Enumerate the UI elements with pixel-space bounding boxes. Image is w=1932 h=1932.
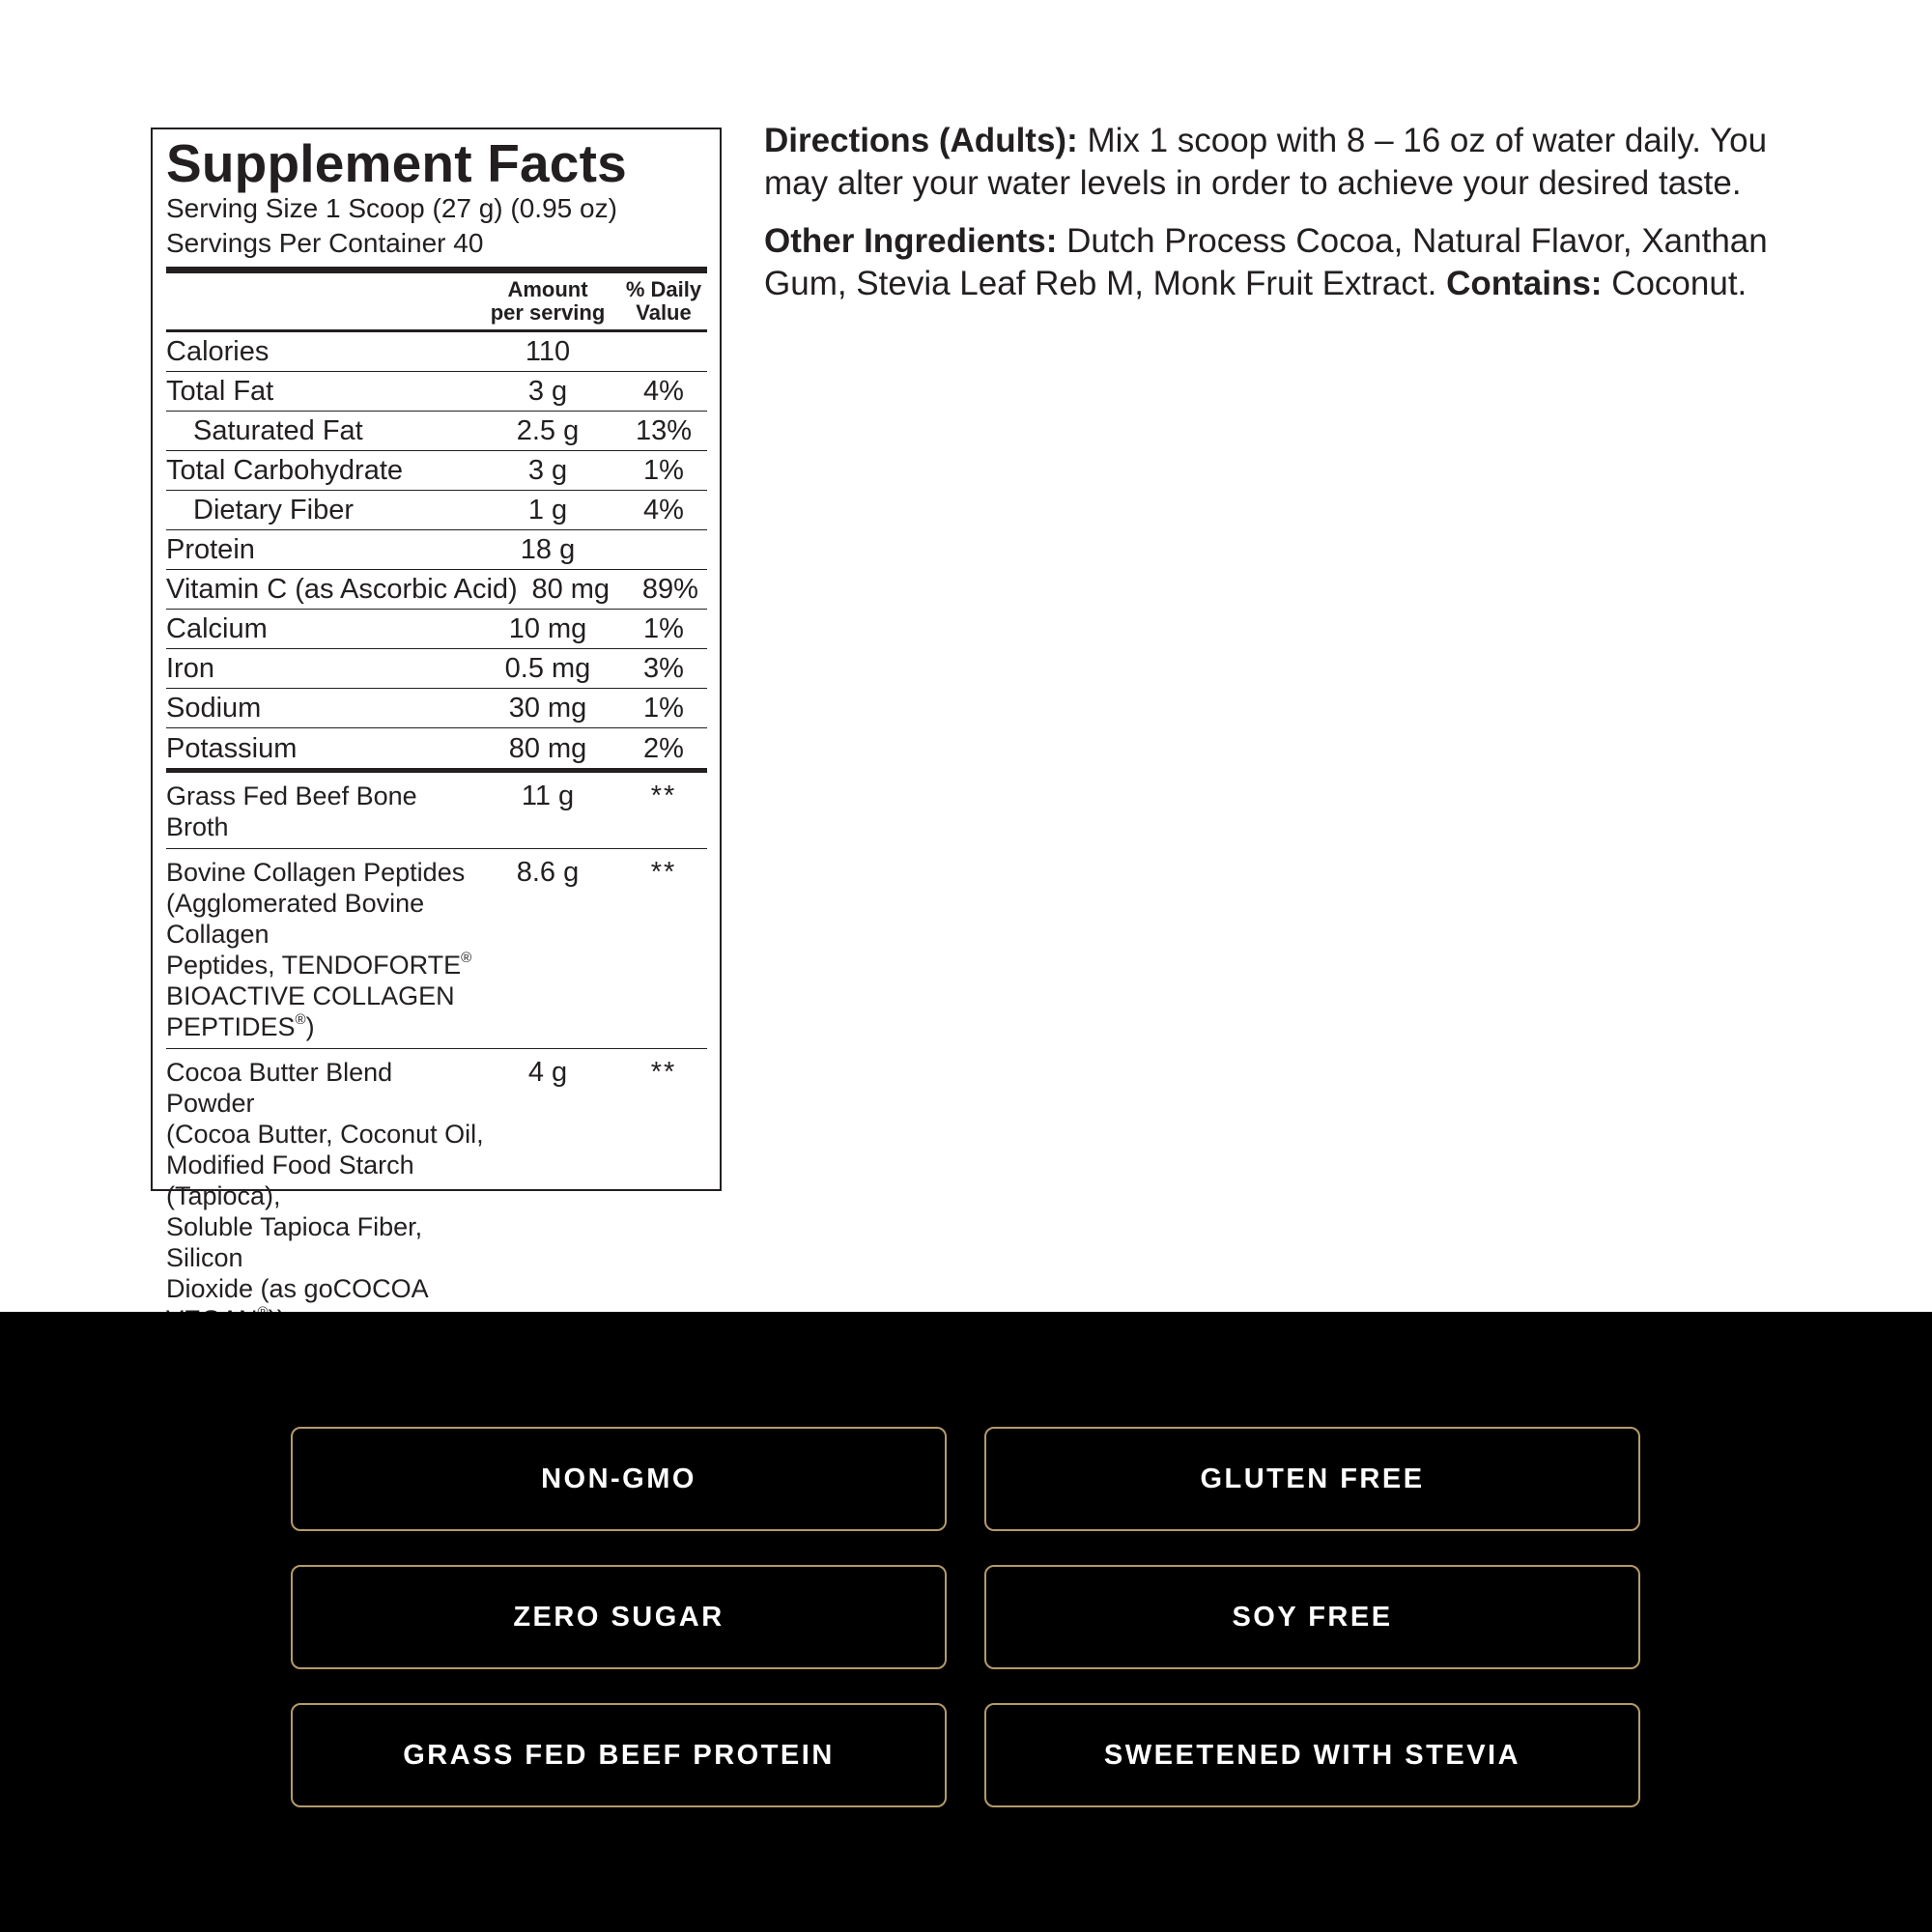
column-headers (166, 273, 707, 329)
facts-title: Supplement Facts (166, 133, 627, 193)
ingredient-row-cocoa-butter-blend: Cocoa Butter Blend Powder (Cocoa Butter, Coconut Oil, Modified Food Starch (Tapioca), Soluble Tapioca Fiber, Silicon Dioxide (as goCOCOA 4 g ** (166, 1049, 707, 1341)
registered-mark: ® (461, 950, 472, 966)
nutrient-row-vitamin-c: Vitamin C (as Ascorbic Acid) 80 mg 89% (166, 570, 707, 610)
ingredient-list (166, 773, 707, 1341)
badge-non-gmo: NON-GMO (291, 1427, 947, 1531)
ingredient-row-bone-broth: Grass Fed Beef Bone Broth 11 g ** (166, 773, 707, 849)
nutrient-row-iron: Iron 0.5 mg 3% (166, 649, 707, 689)
supplement-facts-panel (151, 128, 722, 1303)
other-ingredients-paragraph: Other Ingredients: Dutch Process Cocoa, Natural Flavor, Xanthan Gum, Stevia Leaf Reb M, Monk Fruit Extract. Contains: Coconut. (764, 222, 1768, 302)
nutrient-row-calcium: Calcium 10 mg 1% (166, 610, 707, 649)
badge-gluten-free: GLUTEN FREE (984, 1427, 1640, 1531)
nutrient-row-potassium: Potassium 80 mg 2% (166, 732, 684, 764)
nutrient-list (166, 332, 707, 768)
registered-mark: ® (295, 1011, 306, 1028)
badge-soy-free: SOY FREE (984, 1565, 1640, 1669)
serving-size: Serving Size 1 Scoop (27 g) (0.95 oz) (166, 193, 617, 223)
badge-zero-sugar: ZERO SUGAR (291, 1565, 947, 1669)
nutrient-row-total-fat: Total Fat 3 g 4% (166, 372, 707, 412)
thick-divider (166, 267, 707, 273)
nutrient-row-dietary-fiber: Dietary Fiber 1 g 4% (166, 491, 707, 530)
nutrient-row-calories: Calories 110 (166, 332, 707, 372)
servings-per-container: Servings Per Container 40 (166, 228, 484, 258)
nutrient-row-protein: Protein 18 g (166, 530, 707, 570)
contains-label: Contains: (1446, 265, 1603, 302)
nutrient-row-sodium: Sodium 30 mg 1% (166, 689, 707, 728)
amount-header: Amount per serving (490, 277, 606, 325)
badge-grass-fed-beef-protein: GRASS FED BEEF PROTEIN (291, 1703, 947, 1807)
feature-badges-band (0, 1312, 1932, 1932)
directions-label: Directions (Adults): (764, 122, 1078, 159)
directions-paragraph: Directions (Adults): Mix 1 scoop with 8 – 16 oz of water daily. You may alter your water levels in order to achieve your desired taste. (764, 122, 1768, 202)
ingredient-row-collagen-peptides: Bovine Collagen Peptides (Agglomerated Bovine Collagen Peptides, TENDOFORTE® BIOACTIVE COLLAGEN PEPTIDES®) 8.6 g ** (166, 849, 707, 1049)
daily-value-header: % Daily Value (625, 277, 702, 325)
badge-sweetened-with-stevia: SWEETENED WITH STEVIA (984, 1703, 1640, 1807)
nutrient-row-saturated-fat: Saturated Fat 2.5 g 13% (166, 412, 707, 451)
directions-text (764, 120, 1788, 321)
other-ingredients-label: Other Ingredients: (764, 222, 1058, 260)
nutrient-row-total-carbohydrate: Total Carbohydrate 3 g 1% (166, 451, 707, 491)
